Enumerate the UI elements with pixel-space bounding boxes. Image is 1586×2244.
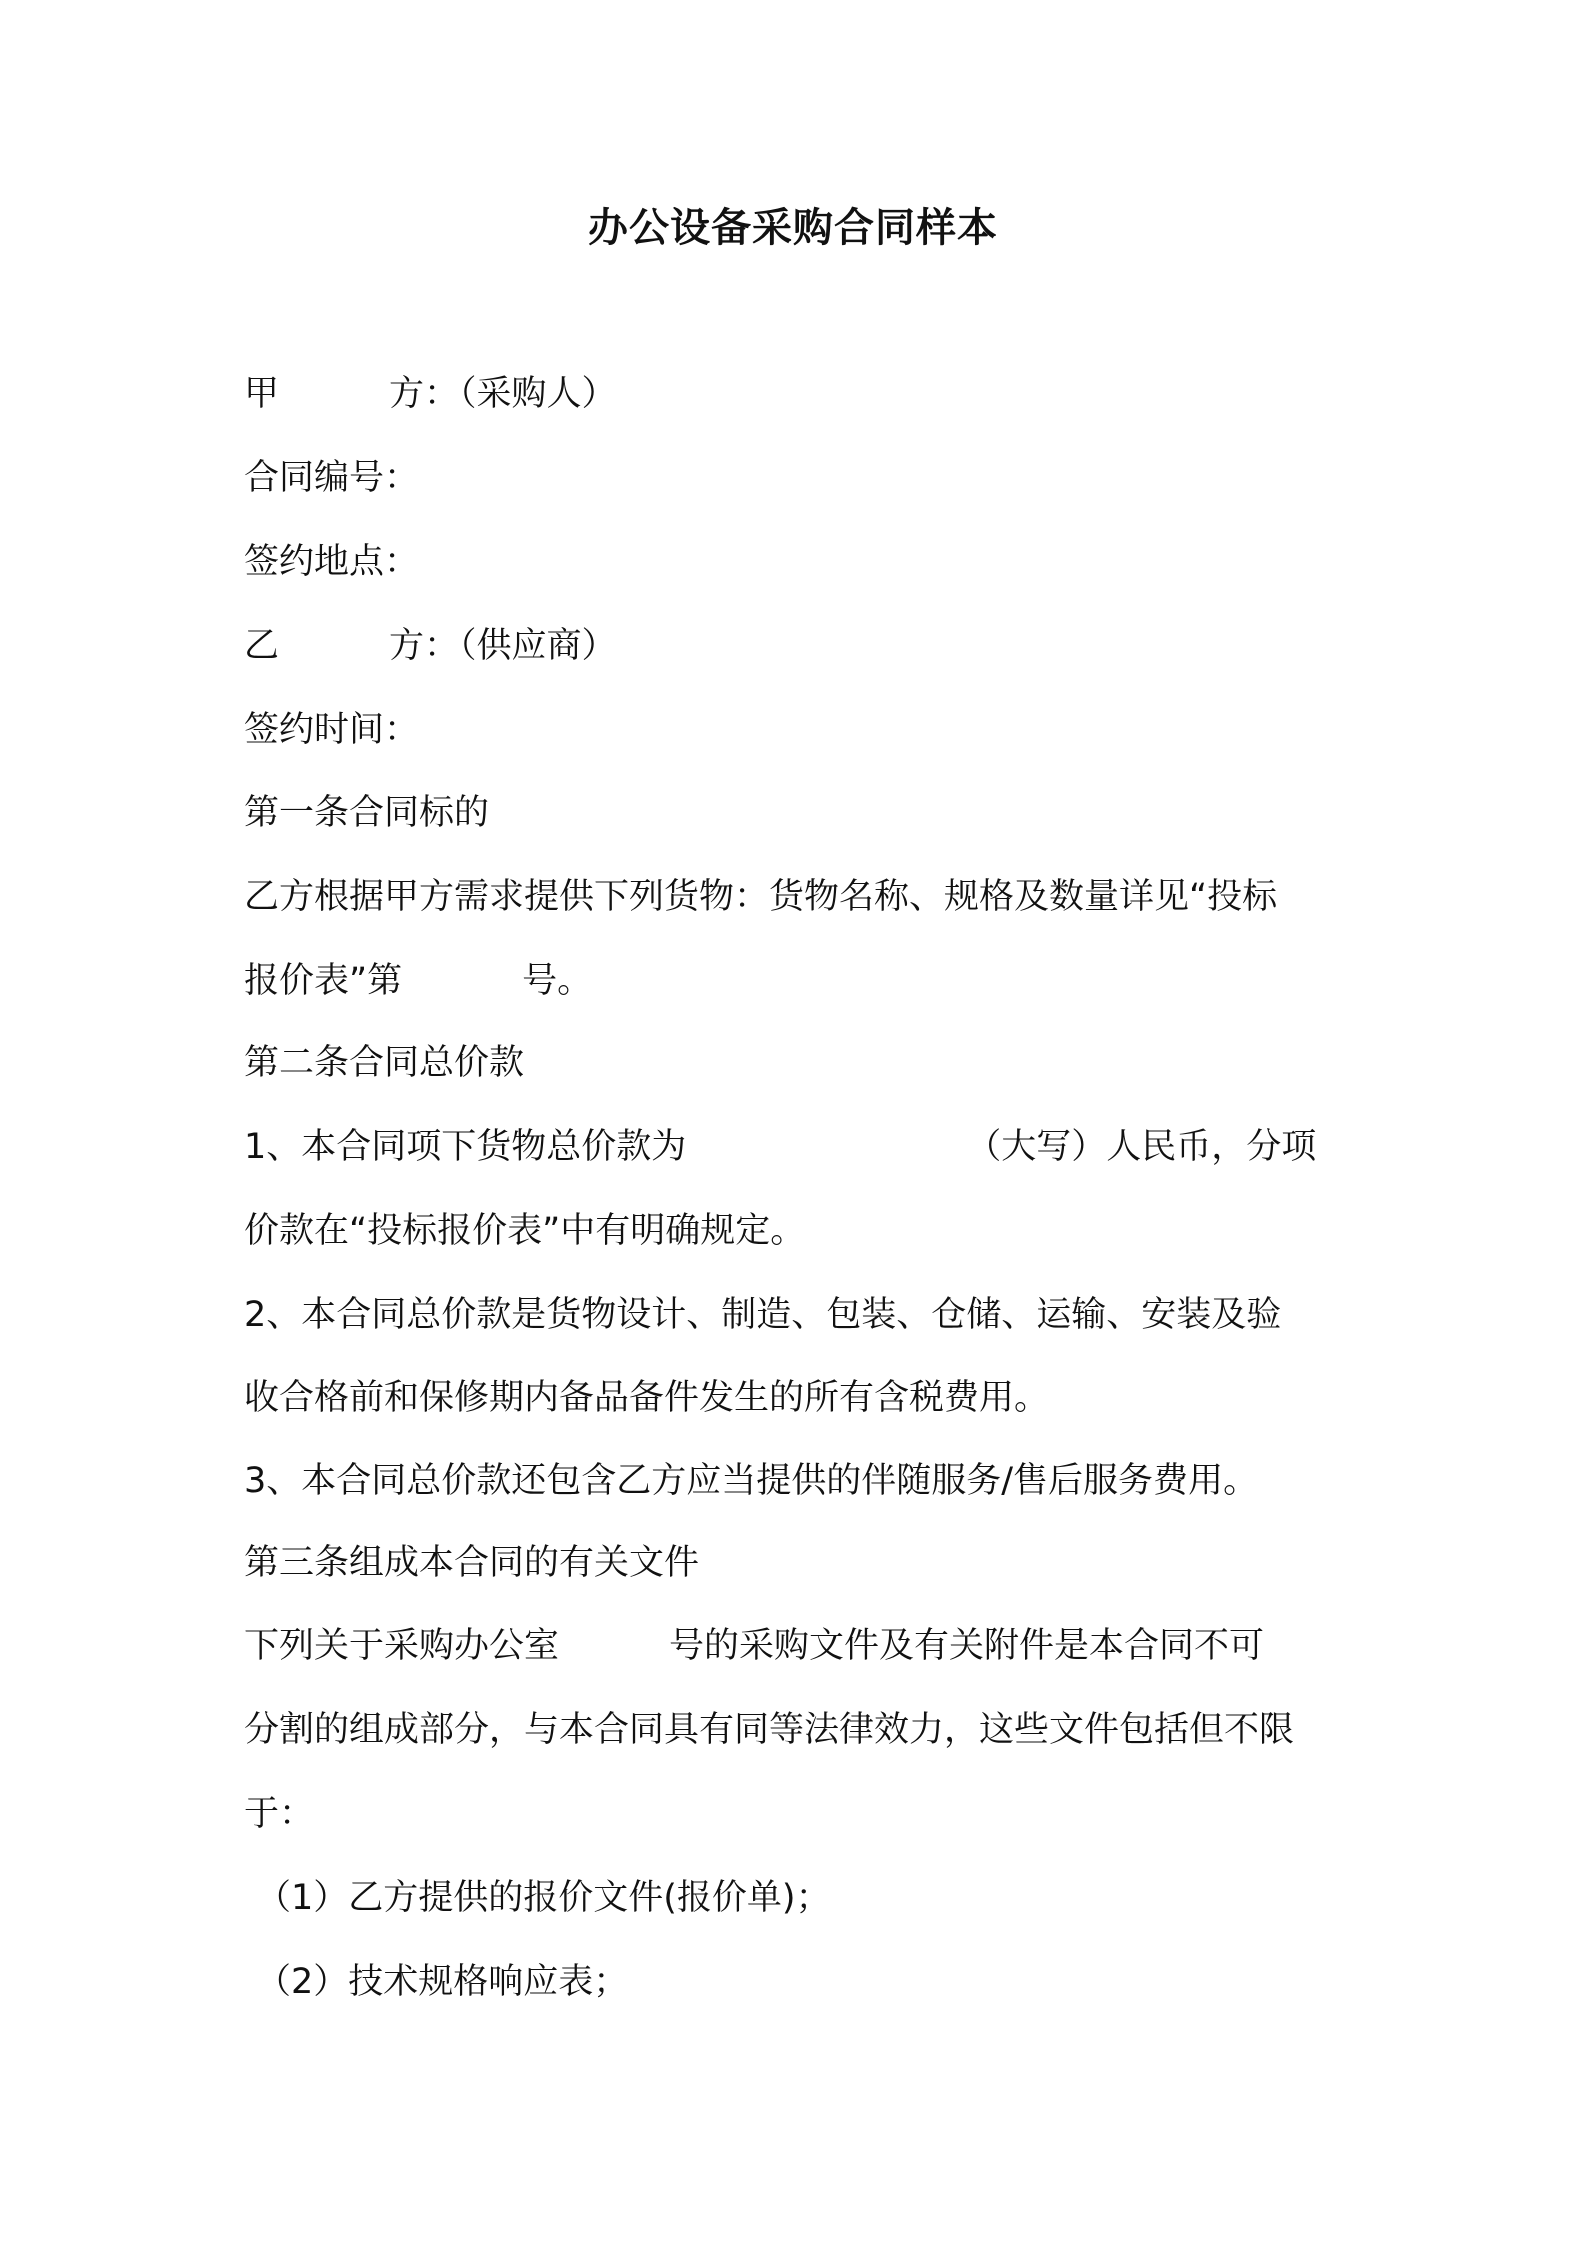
- article2-item1-line2: 价款在“投标报价表”中有明确规定。: [244, 1211, 806, 1251]
- article1-line1: 乙方根据甲方需求提供下列货物：货物名称、规格及数量详见“投标: [244, 877, 1278, 917]
- party-b-label-b: 方：: [389, 626, 460, 666]
- article3-line2: 分割的组成部分，与本合同具有同等法律效力，这些文件包括但不限: [244, 1710, 1295, 1750]
- article2-item1-a: 1、本合同项下货物总价款为: [244, 1127, 687, 1167]
- article2-item1-line1: [244, 1121, 1316, 1173]
- article2-item2-line1: 2、本合同总价款是货物设计、制造、包装、仓储、运输、安装及验: [244, 1295, 1282, 1335]
- article3-line1-a: 下列关于采购办公室: [244, 1626, 560, 1666]
- party-b-line: [244, 620, 617, 672]
- article3-line1: [244, 1620, 1264, 1672]
- article2-heading: 第二条合同总价款: [244, 1043, 525, 1083]
- article1-line2: [244, 955, 592, 1007]
- article3-heading: 第三条组成本合同的有关文件: [244, 1543, 700, 1583]
- article3-line3: 于：: [244, 1794, 315, 1834]
- signing-place-label: 签约地点：: [244, 542, 420, 582]
- party-a-line: [244, 368, 617, 420]
- party-a-label-a: 甲: [244, 374, 280, 414]
- article1-heading: 第一条合同标的: [244, 793, 490, 833]
- article2-item2-line2: 收合格前和保修期内备品备件发生的所有含税费用。: [244, 1378, 1050, 1418]
- party-b-value: （供应商）: [459, 626, 617, 666]
- signing-time-label: 签约时间：: [244, 710, 420, 750]
- article1-line2-b: 号。: [522, 961, 593, 1001]
- article2-item1-b: （大写）人民币，分项: [966, 1127, 1317, 1167]
- article3-list-item: （2）技术规格响应表；: [256, 1962, 629, 2002]
- article3-line1-b: 号的采购文件及有关附件是本合同不可: [669, 1626, 1265, 1666]
- party-a-value: （采购人）: [459, 374, 617, 414]
- article2-item3: 3、本合同总价款还包含乙方应当提供的伴随服务/售后服务费用。: [244, 1461, 1259, 1501]
- party-a-label-b: 方：: [389, 374, 460, 414]
- article1-line2-a: 报价表”第: [244, 961, 403, 1001]
- document-title: 办公设备采购合同样本: [588, 205, 998, 251]
- contract-number-label: 合同编号：: [244, 458, 420, 498]
- article3-list-item: （1）乙方提供的报价文件(报价单)；: [256, 1878, 831, 1918]
- party-b-label-a: 乙: [244, 626, 280, 666]
